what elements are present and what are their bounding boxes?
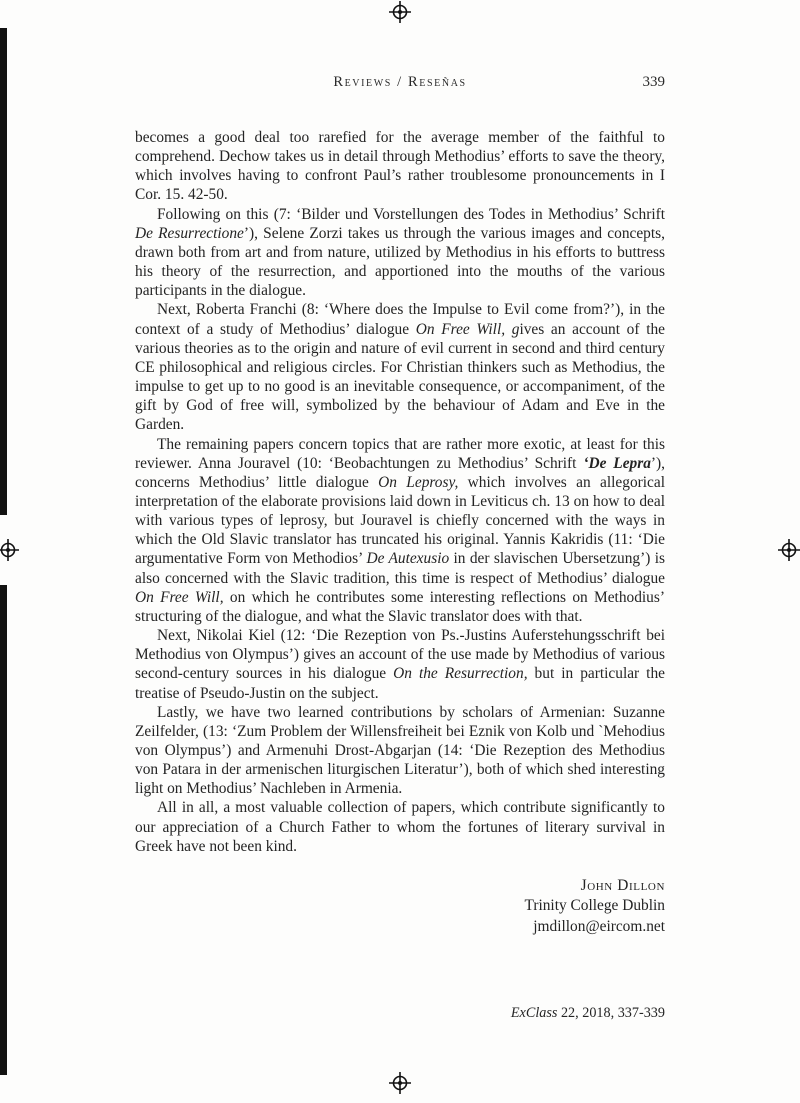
text-run: Following on this (7: ‘Bilder und Vorstellungen des Todes in Methodius’ Schrift: [157, 205, 665, 223]
text-run: ’), Selene Zorzi takes us through the various images and concepts, drawn both from art and from nature, utilized by Methodius in his efforts to buttress his theory of the resurrection, and apportioned into the mouths of the various participants in the dialogue.: [135, 224, 665, 300]
running-header-title: Reviews / Reseñas: [333, 74, 467, 90]
text-run: ives an account of the various theories as to the origin and nature of evil current in second and third century CE philosophical and religious circles. For Christian thinkers such as Methodius, the impulse to get up to no good is an inevitable consequence, or accompaniment, of the gift by God of free will, symbolized by the behaviour of Adam and Eve in the Garden.: [135, 320, 665, 434]
text-run: On Leprosy,: [378, 473, 459, 491]
registration-mark-icon: [389, 1, 411, 23]
running-header: [135, 74, 665, 94]
text-run: De Resurrectione: [135, 224, 244, 242]
text-run: On the Resurrection,: [393, 665, 528, 683]
journal-name: ExClass: [510, 1005, 558, 1021]
text-run: De Autexusio: [366, 550, 450, 568]
text-run: in der slavischen Ubersetzung’) is also concerned with the Slavic tradition, this time is respect of Methodius’ dialogue: [135, 550, 665, 587]
text-run: on which he contributes some interesting reflections on Methodius’ structuring of the dialogue, and what the Slavic translator does with that.: [135, 588, 665, 625]
text-run: On Free Will,: [135, 588, 224, 606]
text-run: which involves an allegorical interpretation of the elaborate provisions laid down in Leviticus ch. 13 on how to deal with various types of leprosy, but Jouravel is chiefly concerned with the ways in which the Old Slavic translator has truncated his original. Yannis Kakridis (11: ‘Die argumentative Form von Methodios’: [135, 473, 665, 568]
paragraph: [135, 435, 665, 627]
text-run: but in particular the treatise of Pseudo-Justin on the subject.: [135, 665, 665, 702]
author-email: jmdillon@eircom.net: [533, 917, 665, 935]
paragraph: [135, 205, 665, 301]
crop-bar-left-bottom: [0, 585, 7, 1075]
paragraph: [135, 798, 665, 855]
signature-block: [135, 876, 665, 938]
text-run: Lastly, we have two learned contributions by scholars of Armenian: Suzanne Zeilfelder, (13: ‘Zum Problem der Willensfreiheit bei Eznik von Kolb und `Mehodius von Olympus’) and Armenuhi Drost-Abgarjan (14: ‘Die Rezeption des Methodius von Patara in der armenischen liturgischen Literatur’), both of which shed interesting light on Methodius’ Nachleben in Armenia.: [135, 703, 665, 798]
registration-mark-icon: [389, 1072, 411, 1094]
author-affiliation: Trinity College Dublin: [524, 897, 665, 915]
citation-detail: 22, 2018, 337-339: [557, 1005, 665, 1021]
paragraph: [135, 703, 665, 799]
registration-mark-icon: [0, 539, 19, 561]
text-run: ’), concerns Methodius’ little dialogue: [135, 454, 666, 491]
page-number: 339: [642, 74, 665, 90]
paragraph: [135, 128, 665, 205]
text-run: The remaining papers concern topics that are rather more exotic, at least for this reviewer. Anna Jouravel (10: ‘Beobachtungen zu Methodius’ Schrift: [135, 435, 665, 472]
text-run: becomes a good deal too rarefied for the average member of the faithful to comprehend. Dechow takes us in detail through Methodius’ efforts to save the theory, which involves having to confront Paul’s rather troublesome pronouncements in I Cor. 15. 42-50.: [135, 129, 665, 204]
crop-bar-left-top: [0, 28, 7, 515]
text-run: ‘De Lepra: [583, 454, 651, 472]
review-body: [135, 128, 665, 937]
registration-mark-icon: [778, 539, 800, 561]
text-run: On Free Will, g: [415, 320, 520, 338]
paragraph: [135, 626, 665, 703]
journal-citation: [511, 1005, 665, 1022]
paragraph: [135, 300, 665, 434]
text-run: All in all, a most valuable collection of papers, which contribute significantly to our appreciation of a Church Father to whom the fortunes of literary survival in Greek have not been kind.: [135, 799, 665, 855]
author-name: John Dillon: [580, 876, 665, 894]
text-run: Next, Nikolai Kiel (12: ‘Die Rezeption von Ps.-Justins Auferstehungsschrift bei Methodius von Olympus’) gives an account of the use made by Methodius of various second-century sources in his dialogue: [135, 627, 665, 683]
text-run: Next, Roberta Franchi (8: ‘Where does the Impulse to Evil come from?’), in the context of a study of Methodius’ dialogue: [135, 301, 665, 338]
